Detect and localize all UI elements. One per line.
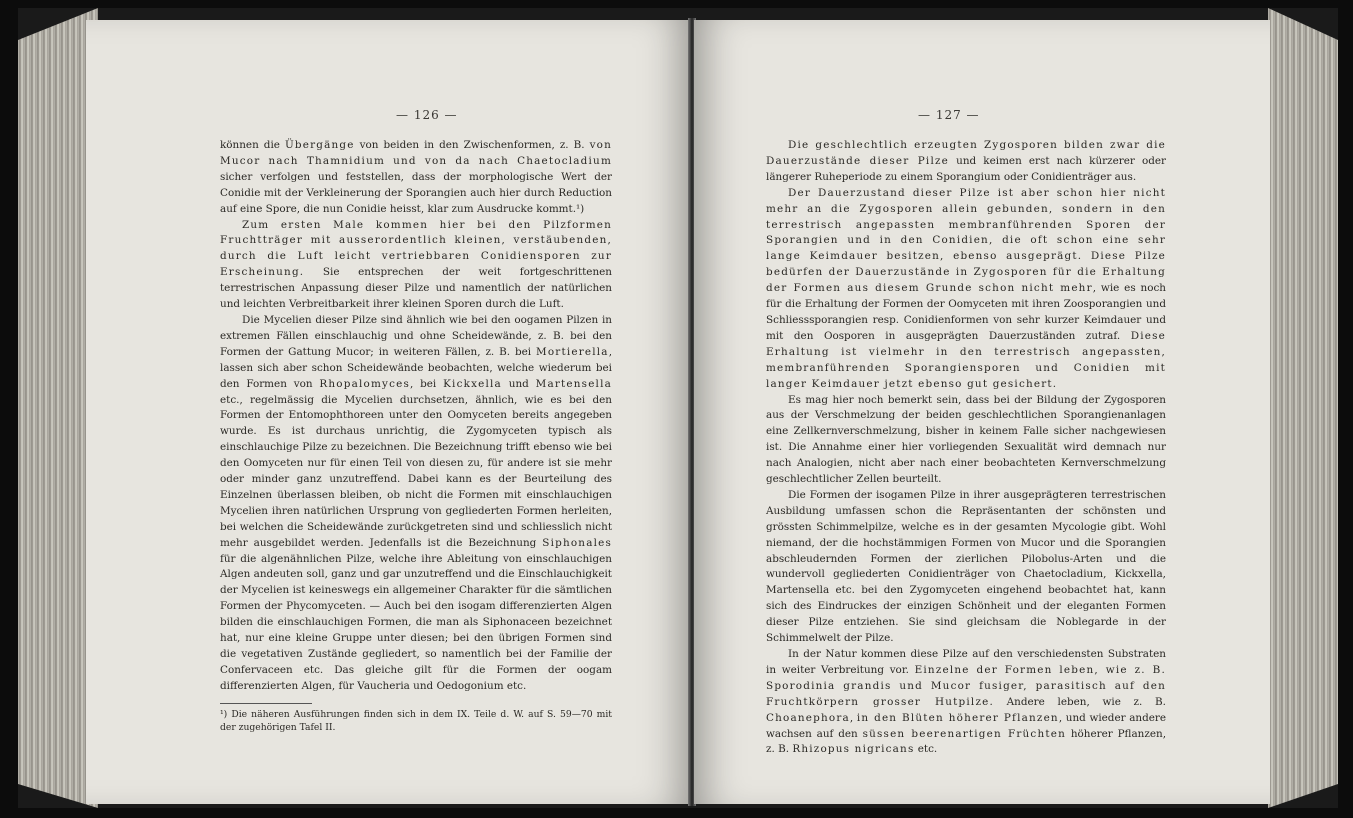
spaced-emphasis: Diese Erhaltung ist vielmehr in den terrestrisch angepassten, membranführenden Sporangiensporen und Conidien mit langer Keimdauer jetzt ebenso gut gesichert. (766, 329, 1166, 390)
spaced-emphasis: Rhizopus nigricans (792, 743, 915, 756)
spaced-emphasis: Zum ersten Male kommen hier bei den Pilzformen Fruchtträger mit ausserordentlich kleinen, verstäubenden, durch die Luft leicht vertriebbaren Conidiensporen zur Erscheinung. (220, 218, 612, 279)
spaced-emphasis: in den Blüten höherer Pflanzen (856, 711, 1059, 724)
page-edges-right (1268, 8, 1338, 808)
right-paragraph: In der Natur kommen diese Pilze auf den verschiedensten Substraten in weiter Verbreitung vor. Einzelne der Formen leben, wie z. B. Sporodinia grandis und Mucor fusiger, parasitisch auf den Fruchtkörpern grosser Hutpilze. Andere leben, wie z. B. Choanephora, in den Blüten höherer Pflanzen, und wieder andere wachsen auf den süssen beerenartigen Früchten höherer Pflanzen, z. B. Rhizopus nigricans etc. (766, 648, 1167, 756)
footnote-rule (220, 703, 312, 704)
right-paragraph: Es mag hier noch bemerkt sein, dass bei der Bildung der Zygosporen aus der Verschmelzung der beiden geschlechtlichen Sporangienanlagen eine Zellkernverschmelzung, bisher in keinem Falle sicher nachgewiesen ist. Die Annahme einer hier vorliegenden Sexualität wird demnach nur nach Analogien, nicht aber nach einer beobachteten Kernverschmelzung geschlechtlicher Zellen beurteilt. (766, 393, 1166, 486)
spaced-emphasis: Siphonales (542, 536, 612, 549)
spaced-emphasis: Übergänge (284, 139, 355, 151)
spaced-emphasis: Kickxella (443, 377, 502, 390)
spaced-emphasis: Die geschlechtlich erzeugten Zygosporen bilden zwar die Dauerzustände dieser Pilze (766, 139, 1166, 167)
footnote: ¹) Die näheren Ausführungen finden sich in dem IX. Teile d. W. auf S. 59—70 mit der zugehörigen Tafel II. (220, 708, 612, 733)
left-page-number: — 126 — (396, 108, 458, 122)
spaced-emphasis: Der Dauerzustand dieser Pilze ist aber schon hier nicht mehr an die Zygosporen allein gebunden, sondern in den terrestrisch angepassten membranführenden Sporen der Sporangien und in den Conidien, die oft schon eine sehr lange Keimdauer besitzen, ebenso ausgeprägt. Diese Pilze bedürfen der Dauerzustände in Zygosporen für die Erhaltung der Formen aus diesem Grunde schon nicht mehr (766, 186, 1166, 295)
book-spread (18, 8, 1338, 808)
spaced-emphasis: Mortierella (536, 345, 609, 358)
left-paragraph: können die Übergänge von beiden in den Zwischenformen, z. B. von Mucor nach Thamnidium und von da nach Chaetocladium sicher verfolgen und feststellen, dass der morphologische Wert der Conidie mit der Verkleinerung der Sporangien auch hier durch Reduction auf eine Spore, die nun Conidie heisst, klar zum Ausdrucke kommt.¹) (220, 139, 612, 215)
spaced-emphasis: süssen beerenartigen Früchten (862, 727, 1066, 740)
right-paragraph: Die geschlechtlich erzeugten Zygosporen bilden zwar die Dauerzustände dieser Pilze und keimen erst nach kürzerer oder längerer Ruheperiode zu einem Sporangium oder Conidienträger aus. (766, 139, 1166, 183)
spaced-emphasis: Choanephora (766, 711, 850, 724)
left-page (86, 20, 690, 804)
right-paragraph: Die Formen der isogamen Pilze in ihrer ausgeprägteren terrestrischen Ausbildung umfassen schon die Repräsentanten der schönsten und grössten Schimmelpilze, welche es in der gesamten Mycologie gibt. Wohl niemand, der die hochstämmigen Formen von Mucor und die Sporangien abschleudernden Formen der zierlichen Pilobolus-Arten und die wundervoll gegliederten Conidienträger von Chaetocladium, Kickxella, Martensella etc. bei den Zygomyceten eingehend beobachtet hat, kann sich des Eindruckes der einzigen Schönheit und der eleganten Formen dieser Pilze entziehen. Sie sind gleichsam die Noblegarde in der Schimmelwelt der Pilze. (766, 488, 1166, 645)
spaced-emphasis: Rhopalomyces (319, 377, 410, 390)
spaced-emphasis: von Mucor nach Thamnidium und von da nach Chaetocladium (220, 139, 612, 167)
right-page (694, 20, 1270, 804)
spaced-emphasis: Einzelne der Formen leben, wie z. B. Sporodinia grandis und Mucor fusiger, parasitisch auf den Fruchtkörpern grosser Hutpilze. (766, 663, 1166, 708)
right-page-number: — 127 — (918, 108, 980, 122)
right-page-text (766, 138, 1166, 758)
left-paragraph: Die Mycelien dieser Pilze sind ähnlich wie bei den oogamen Pilzen in extremen Fällen einschlauchig und ohne Scheidewände, z. B. bei den Formen der Gattung Mucor; in weiteren Fällen, z. B. bei Mortierella, lassen sich aber schon Scheidewände beobachten, welche wiederum bei den Formen von Rhopalomyces, bei Kickxella und Martensella etc., regelmässig die Mycelien durchsetzen, ähnlich, wie es bei den Formen der Entomophthoreen unter den Oomyceten bereits angegeben wurde. Es ist durchaus unrichtig, die Zygomyceten typisch als einschlauchige Pilze zu bezeichnen. Die Bezeichnung trifft ebenso wie bei den Oomyceten nur für einen Teil von diesen zu, für andere ist sie mehr oder minder ganz unzutreffend. Dabei kann es der Beurteilung des Einzelnen überlassen bleiben, ob nicht die Formen mit einschlauchigen Mycelien ihren natürlichen Ursprung von gegliederten Formen herleiten, bei welchen die Scheidewände zurückgetreten sind und schliesslich nicht mehr ausgebildet werden. Jedenfalls ist die Bezeichnung Siphonales für die algenähnlichen Pilze, welche ihre Ableitung von einschlauchigen Algen andeuten soll, ganz und gar unzutreffend und die Einschlauchigkeit der Mycelien ist keineswegs ein allgemeiner Charakter für die sämtlichen Formen der Phycomyceten. — Auch bei den isogam differenzierten Algen bilden die einschlauchigen Formen, die man als Siphonaceen bezeichnet hat, nur eine kleine Gruppe unter diesen; bei den übrigen Formen sind die vegetativen Zustände gegliedert, so namentlich bei der Familie der Confervaceen etc. Das gleiche gilt für die Formen der oogam differenzierten Algen, für Vaucheria und Oedogonium etc. (220, 313, 612, 692)
left-page-text (220, 138, 612, 734)
spaced-emphasis: Martensella (535, 377, 612, 390)
left-paragraph: Zum ersten Male kommen hier bei den Pilzformen Fruchtträger mit ausserordentlich kleinen, verstäubenden, durch die Luft leicht vertriebbaren Conidiensporen zur Erscheinung. Sie entsprechen der weit fortgeschrittenen terrestrischen Anpassung dieser Pilze und namentlich der natürlichen und leichten Verbreitbarkeit ihrer kleinen Sporen durch die Luft. (220, 218, 612, 311)
right-paragraph: Der Dauerzustand dieser Pilze ist aber schon hier nicht mehr an die Zygosporen allein gebunden, sondern in den terrestrisch angepassten membranführenden Sporen der Sporangien und in den Conidien, die oft schon eine sehr lange Keimdauer besitzen, ebenso ausgeprägt. Diese Pilze bedürfen der Dauerzustände in Zygosporen für die Erhaltung der Formen aus diesem Grunde schon nicht mehr, wie es noch für die Erhaltung der Formen der Oomyceten mit ihren Zoosporangien und Schliesssporangien resp. Conidienformen von sehr kurzer Keimdauer und mit den Oosporen in ausgeprägten Dauerzuständen zutraf. Diese Erhaltung ist vielmehr in den terrestrisch angepassten, membranführenden Sporangiensporen und Conidien mit langer Keimdauer jetzt ebenso gut gesichert. (766, 186, 1166, 390)
